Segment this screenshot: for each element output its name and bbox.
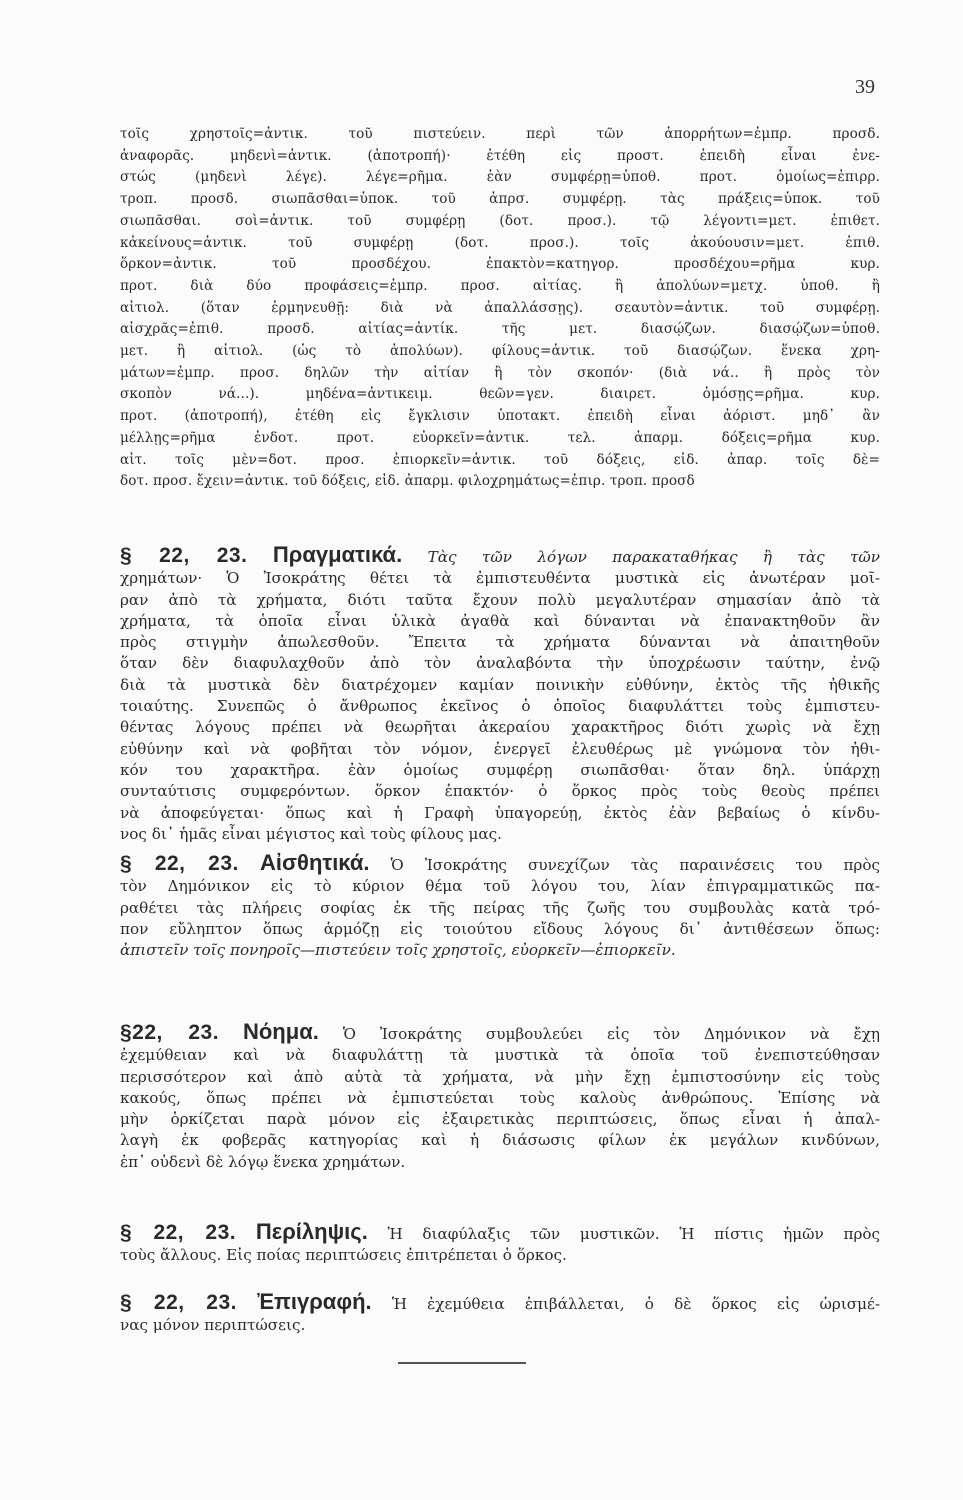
section-pragmatika [120, 544, 880, 845]
section-line: περισσότερον καὶ ἀπὸ αὐτὰ τὰ χρήματα, νὰ μὴν ἔχῃ ἐμπιστοσύνην εἰς τοὺς [120, 1067, 880, 1086]
section-epigraphe [120, 1291, 880, 1337]
notes-line: αἰτιολ. (ὅταν ἑρμηνευθῇ: διὰ νὰ ἀπαλλάσσῃς). σεαυτὸν=ἀντικ. τοῦ συμφέρῃ. [120, 299, 880, 316]
section-line: πον εὔληπτον ὅπως ἁρμόζῃ εἰς τοιούτου εἴδους λόγους δι᾽ ἀντιθέσεων ὅπως: [120, 919, 880, 938]
section-number: § 22, 23. [120, 852, 239, 875]
section-line: μὴν ὁρκίζεται παρὰ μόνον εἰς ἐξαιρετικὰς περιπτώσεις, ὅπως εἶναι ἡ ἀπαλ- [120, 1110, 880, 1129]
section-line: ἐχεμύθειαν καὶ νὰ διαφυλάττῃ τὰ μυστικὰ τὰ ὁποῖα τοῦ ἐνεπιστεύθησαν [120, 1046, 880, 1065]
section-text: Τὰς τῶν λόγων παρακαταθήκας ἢ τὰς τῶν [427, 548, 880, 566]
section-line: τοὺς ἄλλους. Εἰς ποίας περιπτώσεις ἐπιτρέπεται ὁ ὅρκος. [120, 1246, 567, 1265]
section-text: Ἡ ἐχεμύθεια ἐπιβάλλεται, ὁ δὲ ὅρκος εἰς ὡρισμέ- [391, 1295, 880, 1313]
page-number: 39 [855, 76, 875, 98]
section-line: λαγὴ ἐκ φοβερᾶς κατηγορίας καὶ ἡ διάσωσις φίλων ἐκ μεγάλων κινδύνων, [120, 1131, 880, 1150]
section-first-line [120, 1221, 880, 1245]
notes-line: δοτ. προσ. ἔχειν=ἀντικ. τοῦ δόξεις, εἰδ. ἀπαρμ. φιλοχρημάτως=ἐπιρ. τροπ. προσδ [120, 473, 695, 490]
section-title: Νόημα. [242, 1021, 319, 1044]
section-line: ραθέτει τὰς πλήρεις σοφίας ἐκ τῆς πείρας τῆς ζωῆς του συμβουλὰς κατὰ τρό- [120, 898, 880, 917]
section-line: τὸν Δημόνικον εἰς τὸ κύριον θέμα τοῦ λόγου του, λίαν ἐπιγραμματικῶς πα- [120, 877, 880, 896]
section-noema [120, 1021, 880, 1173]
section-title: Περίληψις. [255, 1221, 368, 1244]
section-line: ἀπιστεῖν τοῖς πονηροῖς—πιστεύειν τοῖς χρηστοῖς, εὐορκεῖν—ἐπιορκεῖν. [120, 941, 676, 960]
section-first-line [120, 1021, 880, 1045]
section-text: Ὁ Ἰσοκράτης συνεχίζων τὰς παραινέσεις του πρὸς [390, 856, 880, 874]
notes-line: σκοπὸν νά...). μηδένα=ἀντικειμ. θεῶν=γεν. διαιρετ. ὀμόσῃς=ρῆμα. κυρ. [120, 386, 880, 403]
section-line: συνταύτισις συμφερόντων. ὅρκον ἐπακτόν· ὁ ὅρκος πρὸς τοὺς θεοὺς πρέπει [120, 782, 880, 801]
section-line: διὰ τὰ μυστικὰ δὲν διατρέχομεν καμίαν ποινικὴν εὐθύνην, ἐκτὸς τῆς ἠθικῆς [120, 675, 880, 694]
section-first-line [120, 1291, 880, 1315]
notes-line: μάτων=ἐμπρ. προσ. δηλῶν τὴν αἰτίαν ἢ τὸν σκοπόν· (διὰ νά.. ἢ πρὸς τὸν [120, 364, 880, 381]
notes-line: μέλλῃς=ρῆμα ἐνδοτ. προτ. εὐορκεῖν=ἀντικ. τελ. ἀπαρμ. δόξεις=ρῆμα κυρ. [120, 429, 880, 446]
section-text: Ἡ διαφύλαξις τῶν μυστικῶν. Ἡ πίστις ἡμῶν πρὸς [387, 1225, 880, 1243]
section-line: ραν ἀπὸ τὰ χρήματα, διότι ταῦτα ἔχουν πολὺ μεγαλυτέραν σημασίαν ἀπὸ τὰ [120, 590, 880, 609]
section-line: κόν του χαρακτῆρα. ἐὰν ὁμοίως συμφέρῃ σιωπᾶσθαι· ὅταν δηλ. ὑπάρχῃ [120, 760, 880, 779]
section-line: τοιαύτης. Συνεπῶς ὁ ἄνθρωπος ἐκεῖνος ὁ ὁποῖος διαφυλάττει τοὺς ἐμπιστευ- [120, 697, 880, 716]
section-number: § 22, 23. [120, 1221, 237, 1244]
section-first-line [120, 852, 880, 876]
section-perilepsis [120, 1221, 880, 1267]
section-title: Ἐπιγραφή. [257, 1291, 372, 1314]
notes-line: σιωπᾶσθαι. σοὶ=ἀντικ. τοῦ συμφέρῃ (δοτ. προσ.). τῷ λέγοντι=μετ. ἐπιθετ. [120, 212, 880, 229]
section-line: κακούς, ὅπως πρέπει νὰ ἐμπιστεύεται τοὺς καλοὺς ἀνθρώπους. Ἐπίσης νὰ [120, 1088, 880, 1107]
notes-line: ὅρκον=ἀντικ. τοῦ προσδέχου. ἐπακτὸν=κατηγορ. προσδέχου=ρῆμα κυρ. [120, 256, 880, 273]
section-line: εὐθύνην καὶ νὰ φοβῆται τὸν νόμον, ἐνεργεῖ ἐλευθέρως μὲ γνώμονα τὸν ἠθι- [120, 739, 880, 758]
section-line: χρημάτων· Ὁ Ἰσοκράτης θέτει τὰ ἐμπιστευθέντα μυστικὰ εἰς ἀνωτέραν μοῖ- [120, 569, 880, 588]
section-line: πρὸς στιγμὴν ἀπωλεσθοῦν. Ἔπειτα τὰ χρήματα δύνανται νὰ ἀπαιτηθοῦν [120, 633, 880, 652]
notes-line: τροπ. προσδ. σιωπᾶσθαι=ὑποκ. τοῦ ἀπρσ. συμφέρῃ. τὰς πράξεις=ὑποκ. τοῦ [120, 191, 880, 208]
notes-line: προτ. διὰ δύο προφάσεις=ἐμπρ. προσ. αἰτίας. ἢ ἀπολύων=μετχ. ὑποθ. ἢ [120, 277, 880, 294]
section-first-line [120, 544, 880, 568]
notes-line: κἀκείνους=ἀντικ. τοῦ συμφέρῃ (δοτ. προσ.). τοῖς ἀκούουσιν=μετ. ἐπιθ. [120, 234, 880, 251]
notes-line: στώς (μηδενὶ λέγε). λέγε=ρῆμα. ἐὰν συμφέρῃ=ὑποθ. προτ. ὁμοίως=ἐπιρρ. [120, 169, 880, 186]
section-aisthetika [120, 852, 880, 961]
section-line: χρήματα, τὰ ὁποῖα εἶναι ὑλικὰ ἀγαθὰ καὶ δύνανται νὰ ἐπανακτηθοῦν ἂν [120, 611, 880, 630]
section-number: §22, 23. [120, 1021, 220, 1044]
section-line: νὰ ἀποφεύγεται· ὅπως καὶ ἡ Γραφὴ ὑπαγορεύῃ, ἐκτὸς ἐὰν βεβαίως ὁ κίνδυ- [120, 803, 880, 822]
notes-line: προτ. (ἀποτροπή), ἐτέθη εἰς ἔγκλισιν ὑποτακτ. ἐπειδὴ εἶναι ἀόριστ. μηδ᾽ ἂν [120, 408, 880, 425]
notes-line: μετ. ἢ αἰτιολ. (ὡς τὸ ἀπολύων). φίλους=ἀντικ. τοῦ διασῴζων. ἕνεκα χρη- [120, 343, 880, 360]
grammar-notes [120, 124, 880, 493]
section-divider [398, 1362, 526, 1364]
notes-line: αἰσχρᾶς=ἐπιθ. προσδ. αἰτίας=ἀντίκ. τῆς μετ. διασῴζων. διασῴζων=ὑποθ. [120, 321, 880, 338]
section-number: § 22, 23. [120, 544, 248, 567]
section-title: Πραγματικά. [272, 544, 403, 567]
notes-line: ἀναφορᾶς. μηδενὶ=ἀντικ. (ἀποτροπή)· ἐτέθη εἰς προστ. ἐπειδὴ εἶναι ἐνε- [120, 147, 880, 164]
section-line: ἐπ᾽ οὐδενὶ δὲ λόγῳ ἕνεκα χρημάτων. [120, 1152, 406, 1171]
section-line: θέντας λόγους πρέπει νὰ θεωρῆται ἀκεραίου χαρακτῆρος διότι χωρὶς νὰ ἔχῃ [120, 718, 880, 737]
section-title: Αἰσθητικά. [260, 852, 370, 875]
section-line: ὅταν δὲν διαφυλαχθοῦν ἀπὸ τὸν ἀναλαβόντα τὴν ὑποχρέωσιν ταύτην, ἐνῷ [120, 654, 880, 673]
section-number: § 22, 23. [120, 1291, 237, 1314]
section-text: Ὁ Ἰσοκράτης συμβουλεύει εἰς τὸν Δημόνικον νὰ ἔχῃ [342, 1025, 880, 1043]
notes-line: αἰτ. τοῖς μὲν=δοτ. προσ. ἐπιορκεῖν=ἀντικ. τοῦ δόξεις, εἰδ. ἀπαρ. τοῖς δὲ= [120, 451, 880, 468]
section-line: νος δι᾽ ἡμᾶς εἶναι μέγιστος καὶ τοὺς φίλους μας. [120, 824, 502, 843]
section-line: νας μόνον περιπτώσεις. [120, 1316, 306, 1335]
notes-line: τοῖς χρηστοῖς=ἀντικ. τοῦ πιστεύειν. περὶ τῶν ἀπορρήτων=ἐμπρ. προσδ. [120, 126, 880, 142]
